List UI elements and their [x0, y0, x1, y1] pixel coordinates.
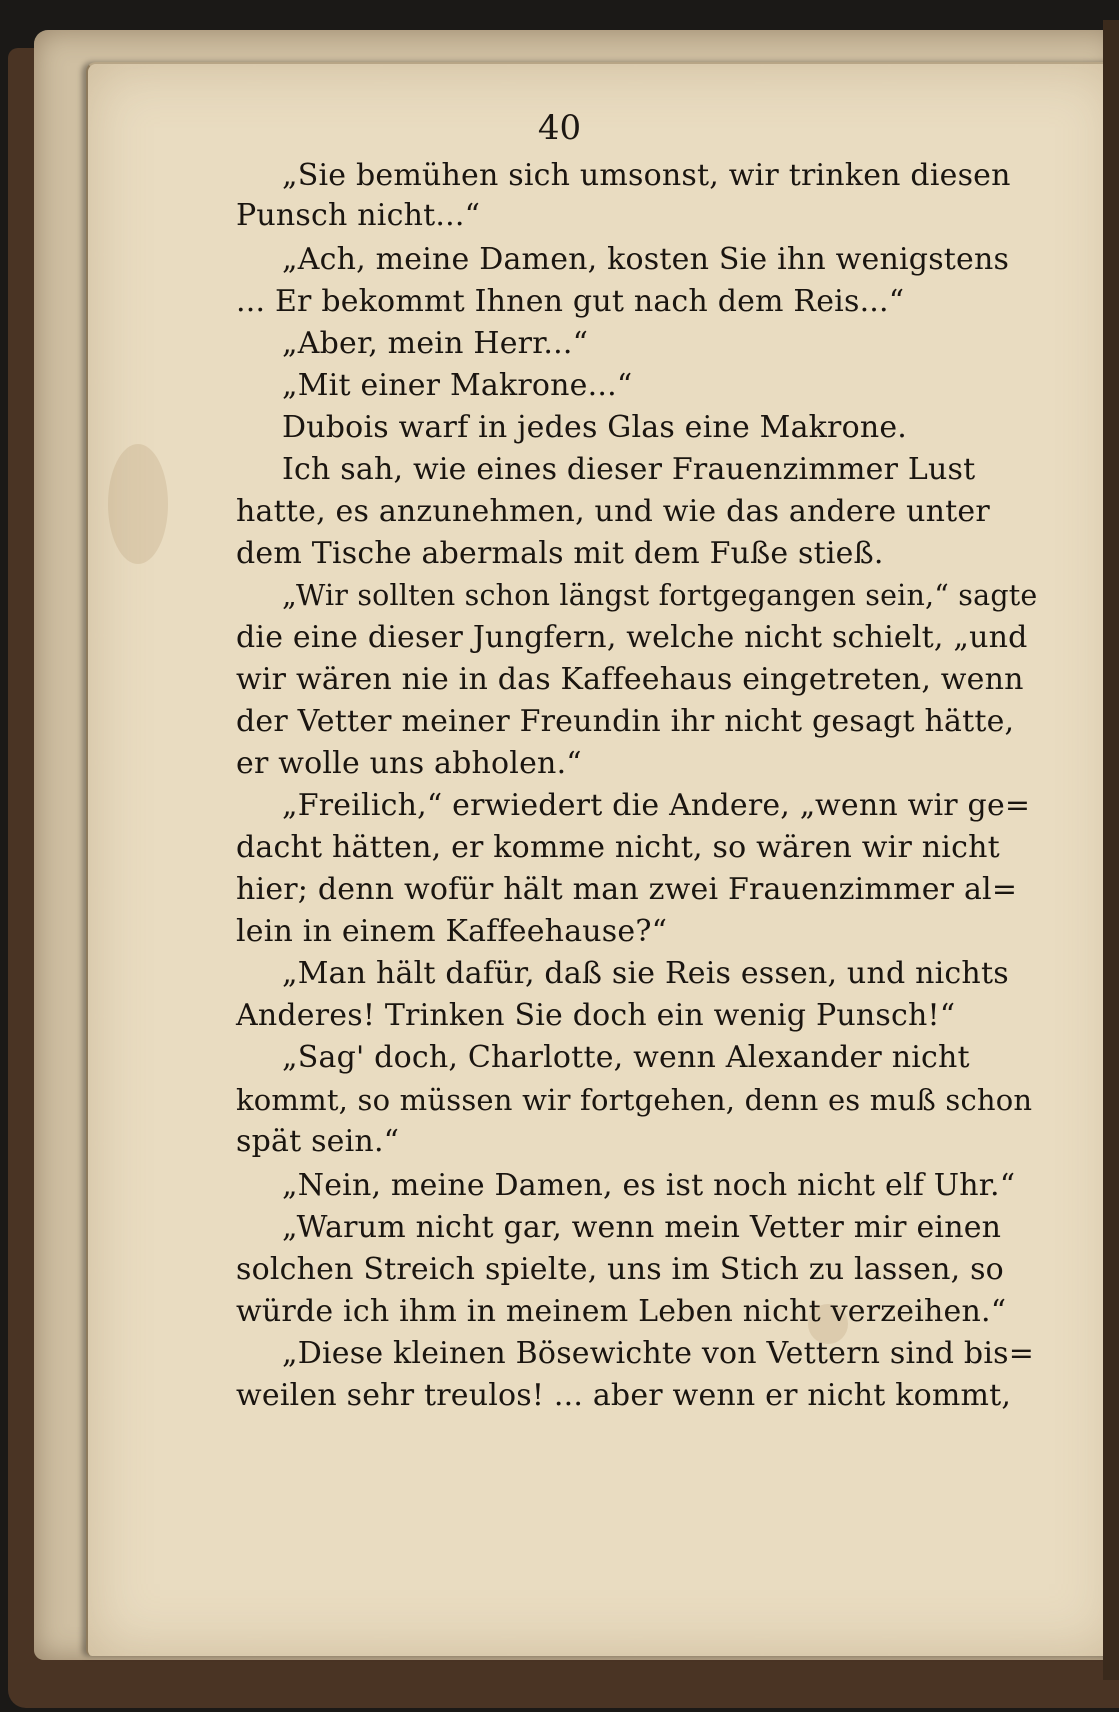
page-number: 40	[537, 108, 582, 148]
text-line: dem Tische abermals mit dem Fuße stieß.	[236, 536, 884, 571]
text-line: ... Er bekommt Ihnen gut nach dem Reis...“	[236, 284, 905, 319]
text-line: „Sie bemühen sich umsonst, wir trinken diesen	[282, 158, 1011, 193]
book-edge	[1103, 20, 1119, 1680]
text-line: Anderes! Trinken Sie doch ein wenig Punsch!“	[236, 998, 956, 1033]
text-line: „Nein, meine Damen, es ist noch nicht elf Uhr.“	[282, 1168, 1016, 1203]
text-line: dacht hätten, er komme nicht, so wären wir nicht	[236, 830, 1000, 865]
text-line: kommt, so müssen wir fortgehen, denn es muß schon	[236, 1083, 1033, 1117]
text-line: weilen sehr treulos! ... aber wenn er nicht kommt,	[236, 1378, 1012, 1413]
page-text	[236, 156, 1040, 1496]
text-line: würde ich ihm in meinem Leben nicht verzeihen.“	[236, 1294, 1007, 1329]
text-line: „Aber, mein Herr...“	[282, 326, 589, 361]
text-line: „Diese kleinen Bösewichte von Vettern sind bis=	[282, 1336, 1035, 1371]
text-line: Ich sah, wie eines dieser Frauenzimmer Lust	[282, 452, 976, 487]
text-line: „Man hält dafür, daß sie Reis essen, und nichts	[282, 956, 1009, 991]
text-line: „Ach, meine Damen, kosten Sie ihn wenigstens	[282, 242, 1010, 277]
text-line: lein in einem Kaffeehause?“	[236, 914, 668, 949]
text-line: „Wir sollten schon längst fortgegangen sein,“ sagte	[282, 579, 1038, 612]
text-line: hier; denn wofür hält man zwei Frauenzimmer al=	[236, 872, 1018, 907]
text-line: „Warum nicht gar, wenn mein Vetter mir einen	[282, 1210, 1002, 1245]
text-line: „Mit einer Makrone...“	[282, 368, 633, 403]
text-line: Dubois warf in jedes Glas eine Makrone.	[282, 410, 908, 445]
text-line: der Vetter meiner Freundin ihr nicht gesagt hätte,	[236, 704, 1015, 739]
text-line: er wolle uns abholen.“	[236, 746, 582, 781]
paper-stain	[108, 444, 168, 564]
text-line: hatte, es anzunehmen, und wie das andere unter	[236, 494, 990, 529]
text-line: „Sag' doch, Charlotte, wenn Alexander nicht	[282, 1040, 970, 1075]
text-line: die eine dieser Jungfern, welche nicht schielt, „und	[236, 620, 1028, 655]
text-line: solchen Streich spielte, uns im Stich zu lassen, so	[236, 1252, 1004, 1287]
text-line: Punsch nicht...“	[236, 198, 481, 233]
text-line: wir wären nie in das Kaffeehaus eingetreten, wenn	[236, 662, 1024, 697]
text-line: „Freilich,“ erwiedert die Andere, „wenn wir ge=	[282, 788, 1031, 823]
text-line: spät sein.“	[236, 1124, 400, 1159]
